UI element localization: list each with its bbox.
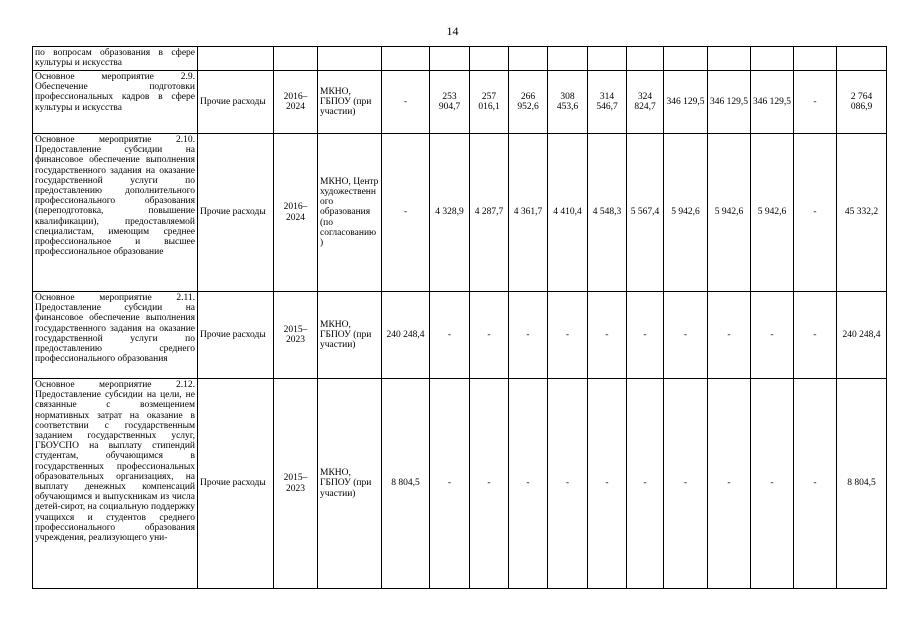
year-value-cell <box>588 47 627 71</box>
activity-name-cell: Основное мероприятие 2.12. Предоставление субсидии на цели, не связанные с возмещением нормативных затрат на оказание в соответствии с государственным заданием государственных услуг, ГБОУСПО на выплату стипендий студентам, обучающимся в государственных профессиональных образовательных организациях, на выплату денежных компенсаций обучающимся и выпускникам из числа детей-сирот, на социальную поддержку учащихся и студентов среднего профессионального образования учреждения, реализующего уни- <box>33 379 198 589</box>
activity-name-cell: Основное мероприятие 2.11. Предоставление субсидии на финансовое обеспечение выполнения государственного задания на оказание государственной услуги по предоставлению среднего профессионального образования <box>33 292 198 379</box>
total-cell <box>837 47 887 71</box>
year-value-cell: - <box>382 134 430 292</box>
year-value-cell: 308 453,6 <box>548 71 588 134</box>
year-value-cell: - <box>509 379 548 589</box>
year-value-cell: - <box>548 292 588 379</box>
year-value-cell: 4 328,9 <box>430 134 470 292</box>
year-value-cell: - <box>751 292 794 379</box>
period-cell: 2015–2023 <box>274 379 318 589</box>
year-value-cell: - <box>794 71 837 134</box>
year-value-cell: 5 567,4 <box>627 134 664 292</box>
year-value-cell <box>470 47 509 71</box>
page-number: 14 <box>446 24 459 38</box>
year-value-cell: 346 129,5 <box>664 71 708 134</box>
year-value-cell: 253 904,7 <box>430 71 470 134</box>
year-value-cell: 266 952,6 <box>509 71 548 134</box>
table-row <box>33 379 887 589</box>
year-value-cell: - <box>470 379 509 589</box>
total-cell: 8 804,5 <box>837 379 887 589</box>
year-value-cell: - <box>588 379 627 589</box>
year-value-cell: 5 942,6 <box>751 134 794 292</box>
year-value-cell: 257 016,1 <box>470 71 509 134</box>
responsible-cell: МКНО, ГБПОУ (при участии) <box>318 71 382 134</box>
year-value-cell: - <box>664 292 708 379</box>
year-value-cell <box>430 47 470 71</box>
year-value-cell: 4 548,3 <box>588 134 627 292</box>
year-value-cell: - <box>588 292 627 379</box>
total-cell: 240 248,4 <box>837 292 887 379</box>
table-row <box>33 71 887 134</box>
year-value-cell: - <box>794 379 837 589</box>
period-cell <box>274 47 318 71</box>
year-value-cell: 346 129,5 <box>751 71 794 134</box>
table-row <box>33 292 887 379</box>
expense-type-cell: Прочие расходы <box>198 134 274 292</box>
year-value-cell: - <box>548 379 588 589</box>
total-cell: 2 764 086,9 <box>837 71 887 134</box>
year-value-cell: 346 129,5 <box>708 71 751 134</box>
year-value-cell <box>708 47 751 71</box>
activity-name-cell: по вопросам образования в сфере культуры и искусства <box>33 47 198 71</box>
year-value-cell <box>548 47 588 71</box>
table-row <box>33 47 887 71</box>
year-value-cell: - <box>382 71 430 134</box>
year-value-cell: 324 824,7 <box>627 71 664 134</box>
year-value-cell: 4 361,7 <box>509 134 548 292</box>
year-value-cell: 5 942,6 <box>664 134 708 292</box>
year-value-cell: - <box>708 292 751 379</box>
budget-table <box>32 46 887 589</box>
year-value-cell: 4 410,4 <box>548 134 588 292</box>
year-value-cell: - <box>664 379 708 589</box>
year-value-cell: 8 804,5 <box>382 379 430 589</box>
year-value-cell: 314 546,7 <box>588 71 627 134</box>
year-value-cell: 240 248,4 <box>382 292 430 379</box>
year-value-cell: 5 942,6 <box>708 134 751 292</box>
period-cell: 2016–2024 <box>274 134 318 292</box>
activity-name-cell: Основное мероприятие 2.9. Обеспечение подготовки профессиональных кадров в сфере культуры и искусства <box>33 71 198 134</box>
year-value-cell: - <box>509 292 548 379</box>
expense-type-cell: Прочие расходы <box>198 292 274 379</box>
year-value-cell: - <box>708 379 751 589</box>
year-value-cell <box>509 47 548 71</box>
year-value-cell: - <box>430 379 470 589</box>
total-cell: 45 332,2 <box>837 134 887 292</box>
expense-type-cell <box>198 47 274 71</box>
year-value-cell <box>664 47 708 71</box>
year-value-cell: - <box>794 292 837 379</box>
responsible-cell: МКНО, Центр художественного образования (по согласованию) <box>318 134 382 292</box>
expense-type-cell: Прочие расходы <box>198 71 274 134</box>
responsible-cell: МКНО, ГБПОУ (при участии) <box>318 292 382 379</box>
expense-type-cell: Прочие расходы <box>198 379 274 589</box>
activity-name-cell: Основное мероприятие 2.10. Предоставление субсидии на финансовое обеспечение выполнения государственного задания на оказание государственной услуги по предоставлению дополнительного профессионального образования (переподготовка, повышение квалификации), предоставляемой специалистам, имеющим среднее профессиональное и высшее профессиональное образование <box>33 134 198 292</box>
year-value-cell <box>751 47 794 71</box>
responsible-cell: МКНО, ГБПОУ (при участии) <box>318 379 382 589</box>
table-row <box>33 134 887 292</box>
year-value-cell: - <box>627 292 664 379</box>
year-value-cell: 4 287,7 <box>470 134 509 292</box>
year-value-cell <box>794 47 837 71</box>
year-value-cell <box>627 47 664 71</box>
period-cell: 2016–2024 <box>274 71 318 134</box>
period-cell: 2015–2023 <box>274 292 318 379</box>
year-value-cell: - <box>794 134 837 292</box>
year-value-cell: - <box>430 292 470 379</box>
year-value-cell: - <box>470 292 509 379</box>
year-value-cell <box>382 47 430 71</box>
responsible-cell <box>318 47 382 71</box>
year-value-cell: - <box>627 379 664 589</box>
year-value-cell: - <box>751 379 794 589</box>
